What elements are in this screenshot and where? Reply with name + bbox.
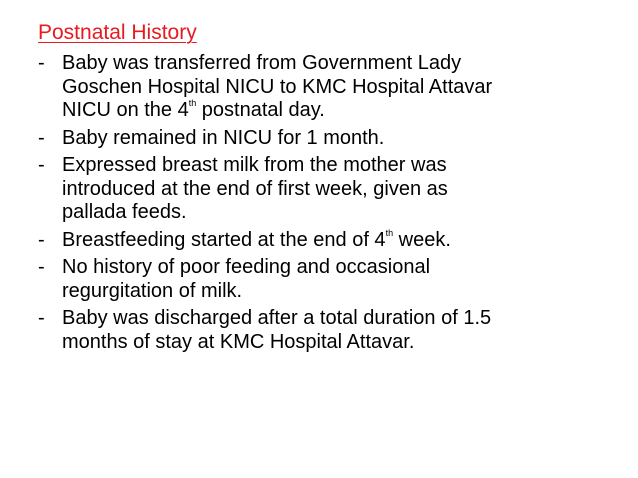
- bullet-dash: -: [38, 52, 45, 74]
- list-item: [38, 154, 598, 225]
- bullet-line: Goschen Hospital NICU to KMC Hospital Attavar: [62, 75, 493, 98]
- list-item: [38, 307, 598, 354]
- bullet-line: No history of poor feeding and occasional: [62, 256, 431, 278]
- bullet-dash: -: [38, 256, 45, 278]
- list-item: [38, 127, 598, 151]
- bullet-text: postnatal day.: [196, 99, 325, 121]
- bullet-text: Breastfeeding started at the end of 4: [62, 228, 386, 251]
- page-title: Postnatal History: [38, 21, 197, 44]
- ordinal-suffix: th: [385, 227, 394, 238]
- list-item: [38, 52, 598, 123]
- bullet-line: pallada feeds.: [62, 201, 187, 223]
- bullet-line: [62, 229, 598, 253]
- bullet-line: Baby was transferred from Government Lady: [62, 52, 462, 74]
- bullet-dash: -: [38, 154, 45, 176]
- bullet-text: NICU on the 4: [62, 99, 189, 121]
- bullet-dash: -: [38, 228, 45, 251]
- bullet-line: regurgitation of milk.: [62, 279, 243, 302]
- bullet-line: introduced at the end of first week, given as: [62, 177, 448, 200]
- bullet-line: months of stay at KMC Hospital Attavar.: [62, 330, 415, 353]
- bullet-text: week.: [393, 228, 451, 251]
- bullet-line: [62, 99, 598, 123]
- bullet-dash: -: [38, 307, 45, 329]
- bullet-line: Baby was discharged after a total duration of 1.5: [62, 307, 492, 329]
- list-item: [38, 256, 598, 303]
- ordinal-suffix: th: [188, 98, 197, 109]
- bullet-dash: -: [38, 126, 45, 149]
- list-item: [38, 229, 598, 253]
- bullet-list: [38, 52, 598, 358]
- bullet-line: Baby remained in NICU for 1 month.: [62, 126, 385, 149]
- bullet-line: Expressed breast milk from the mother was: [62, 154, 447, 176]
